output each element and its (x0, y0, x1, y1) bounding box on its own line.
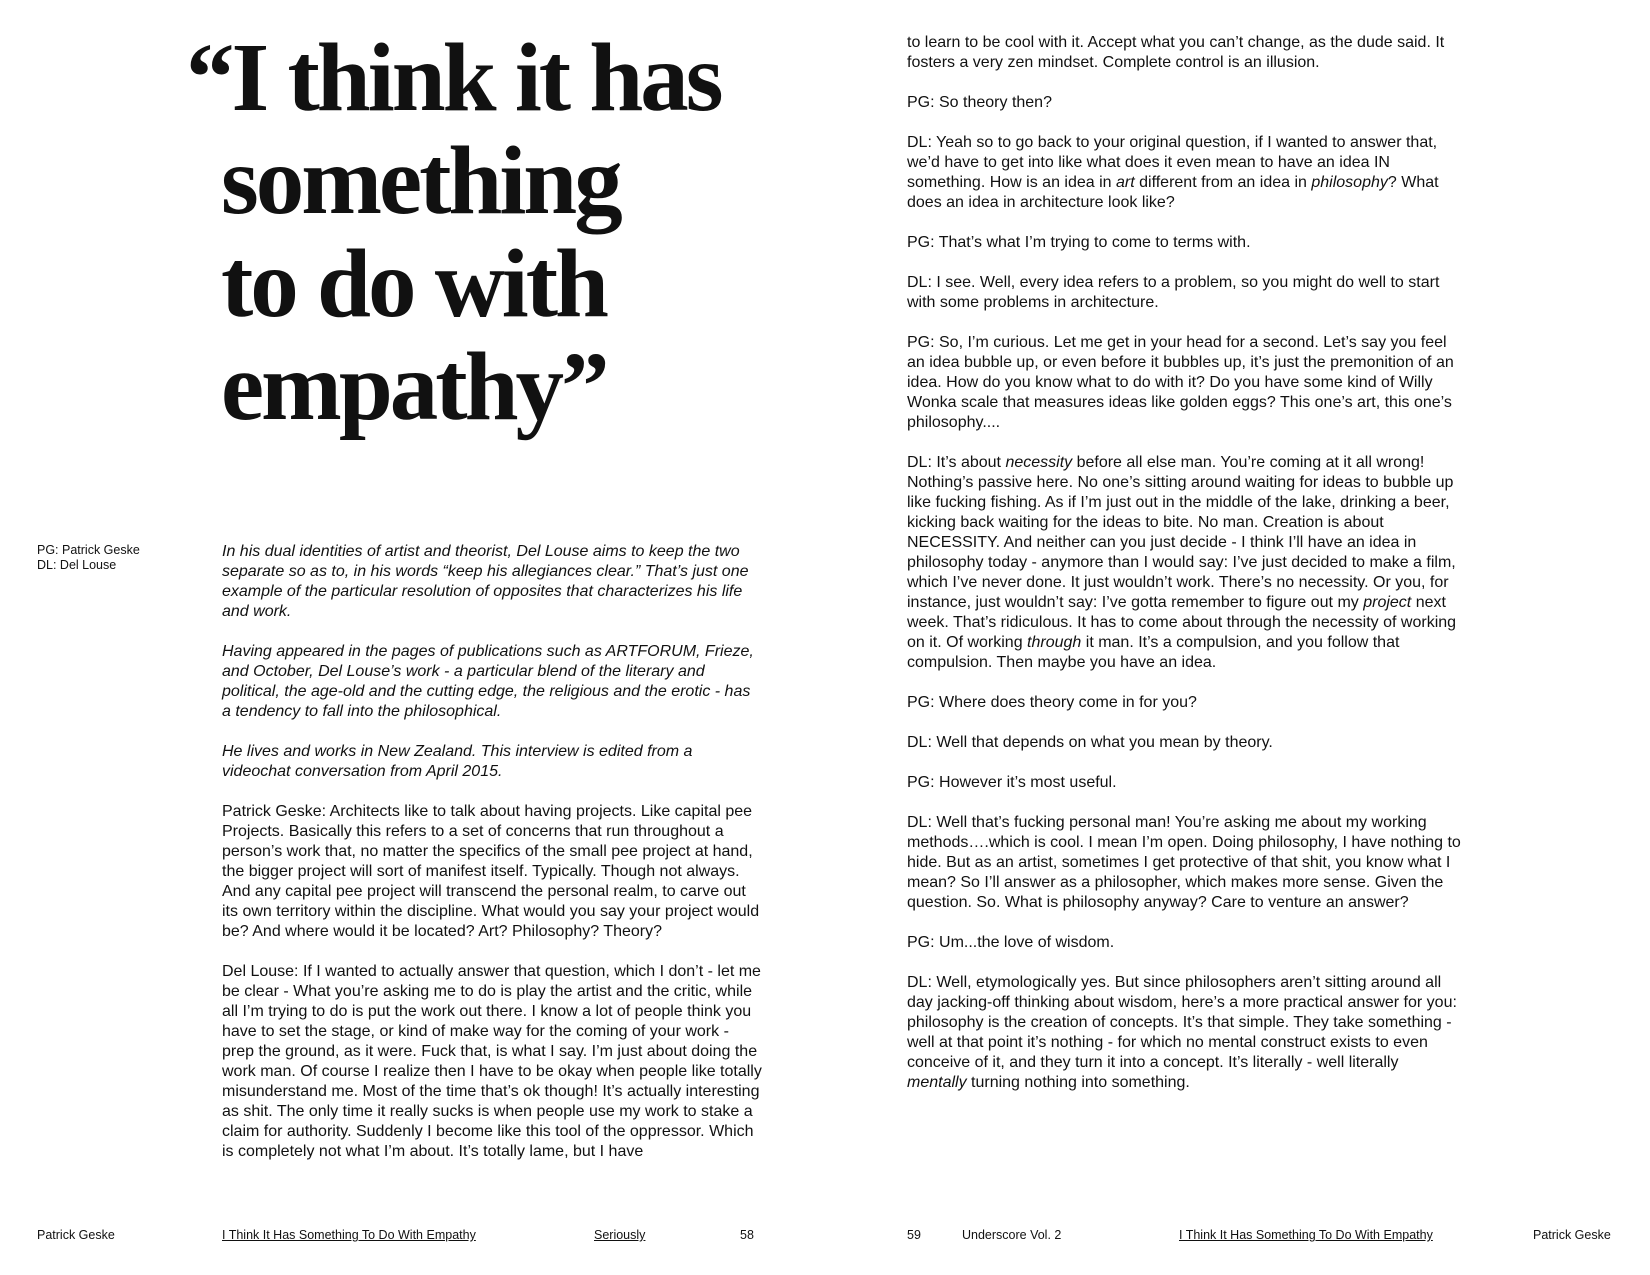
footer-title: I Think It Has Something To Do With Empathy (222, 1228, 476, 1242)
intro-paragraph: He lives and works in New Zealand. This interview is edited from a videochat conversation from April 2015. (222, 743, 693, 780)
footer-author: Patrick Geske (1533, 1228, 1611, 1242)
left-body-text (222, 542, 762, 1182)
interview-paragraph: to learn to be cool with it. Accept what you can’t change, as the dude said. It fosters a very zen mindset. Complete control is an illusion. (907, 34, 1445, 71)
interview-paragraph: DL: It’s about necessity before all else man. You’re coming at it all wrong! Nothing’s passive here. No one’s sitting around waiting for ideas to bubble up like fucking fishing. As if I’m just out in the middle of the lake, drinking a beer, kicking back waiting for the ideas to bite. No man. Creation is about NECESSITY. And neither can you just decide - I think I’ll have an idea in philosophy today - anymore than I would say: I’ve just decided to make a film, which I’ve never done. It just wouldn’t work. There’s no necessity. Or you, for instance, just wouldn’t say: I’ve gotta remember to figure out my project next week. That’s ridiculous. It has to come about through the necessity of working on it. Of working through it man. It’s a compulsion, and you follow that compulsion. Then maybe you have an idea. (907, 454, 1457, 671)
page-number: 58 (740, 1228, 754, 1242)
interview-paragraph: DL: Well that’s fucking personal man! You’re asking me about my working methods….which is cool. I mean I’m open. Doing philosophy, I have nothing to hide. But as an artist, sometimes I get protective of that shit, you know what I mean? So I’ll answer as a philosopher, which makes more sense. Given the question. So. What is philosophy anyway? Care to venture an answer? (907, 814, 1461, 911)
pull-quote (186, 26, 746, 438)
pull-quote-line-3: to do with (221, 230, 606, 337)
intro-paragraph: Having appeared in the pages of publications such as ARTFORUM, Frieze, and October, Del Louse’s work - a particular blend of the literary and political, the age-old and the cutting edge, the religious and the erotic - has a tendency to fall into the philosophical. (222, 643, 754, 720)
page-number: 59 (907, 1228, 921, 1242)
pull-quote-line-1: “I think it has (186, 24, 721, 131)
interview-paragraph: Del Louse: If I wanted to actually answer that question, which I don’t - let me be clear - What you’re asking me to do is play the artist and the critic, while all I’m trying to do is put the work out there. I know a lot of people think you have to set the stage, or kind of make way for the coming of your work - prep the ground, as it were. Fuck that, is what I say. I’m just about doing the work man. Of course I realize then I have to be okay when people like totally misunderstand me. Most of the time that’s ok though! It’s actually interesting as shit. The only time it really sucks is when people use my work to stake a claim for authority. Suddenly I become like this tool of the oppressor. Which is completely not what I’m about. It’s totally lame, but I have (222, 963, 762, 1160)
interview-paragraph: DL: Well that depends on what you mean by theory. (907, 734, 1273, 751)
right-body-text (907, 33, 1462, 1113)
footer-author: Patrick Geske (37, 1228, 115, 1242)
interview-paragraph: PG: So theory then? (907, 94, 1052, 111)
speaker-key-pg: PG: Patrick Geske (37, 543, 140, 557)
interview-paragraph: PG: So, I’m curious. Let me get in your head for a second. Let’s say you feel an idea bubble up, or even before it bubbles up, it’s just the premonition of an idea. How do you know what to do with it? Do you have some kind of Willy Wonka scale that measures ideas like golden eggs? This one’s art, this one’s philosophy.... (907, 334, 1454, 431)
interview-paragraph: Patrick Geske: Architects like to talk about having projects. Like capital pee Projects. Basically this refers to a set of concerns that run throughout a person’s work that, no matter the specifics of the small pee project at hand, the bigger project will sort of manifest itself. Typically. Though not always. And any capital pee project will transcend the personal realm, to carve out its own territory within the discipline. What would you say your project would be? And where would it be located? Art? Philosophy? Theory? (222, 803, 760, 940)
intro-paragraph: In his dual identities of artist and theorist, Del Louse aims to keep the two separate so as to, in his words “keep his allegiances clear.” That’s just one example of the particular resolution of opposites that characterizes his life and work. (222, 543, 749, 620)
interview-paragraph: DL: Well, etymologically yes. But since philosophers aren’t sitting around all day jacking-off thinking about wisdom, here’s a more practical answer for you: philosophy is the creation of concepts. It’s that simple. They take something - well at that point it’s nothing - for which no mental construct exists to even conceive of it, and they turn it into a concept. It’s literally - well literally mentally turning nothing into something. (907, 974, 1457, 1091)
interview-paragraph: DL: Yeah so to go back to your original question, if I wanted to answer that, we’d have to get into like what does it even mean to have an idea IN something. How is an idea in art different from an idea in philosophy? What does an idea in architecture look like? (907, 134, 1439, 211)
right-page (825, 0, 1650, 1275)
interview-paragraph: DL: I see. Well, every idea refers to a problem, so you might do well to start with some problems in architecture. (907, 274, 1440, 311)
speaker-key-dl: DL: Del Louse (37, 558, 117, 572)
footer-publication: Underscore Vol. 2 (962, 1228, 1062, 1242)
footer-title: I Think It Has Something To Do With Empathy (1179, 1228, 1433, 1242)
interview-paragraph: PG: That’s what I’m trying to come to terms with. (907, 234, 1251, 251)
pull-quote-line-4: empathy” (221, 333, 607, 440)
interview-paragraph: PG: However it’s most useful. (907, 774, 1117, 791)
interview-paragraph: PG: Um...the love of wisdom. (907, 934, 1115, 951)
speaker-key (37, 543, 140, 573)
pull-quote-line-2: something (221, 127, 620, 234)
interview-paragraph: PG: Where does theory come in for you? (907, 694, 1197, 711)
footer-section: Seriously (594, 1228, 646, 1242)
